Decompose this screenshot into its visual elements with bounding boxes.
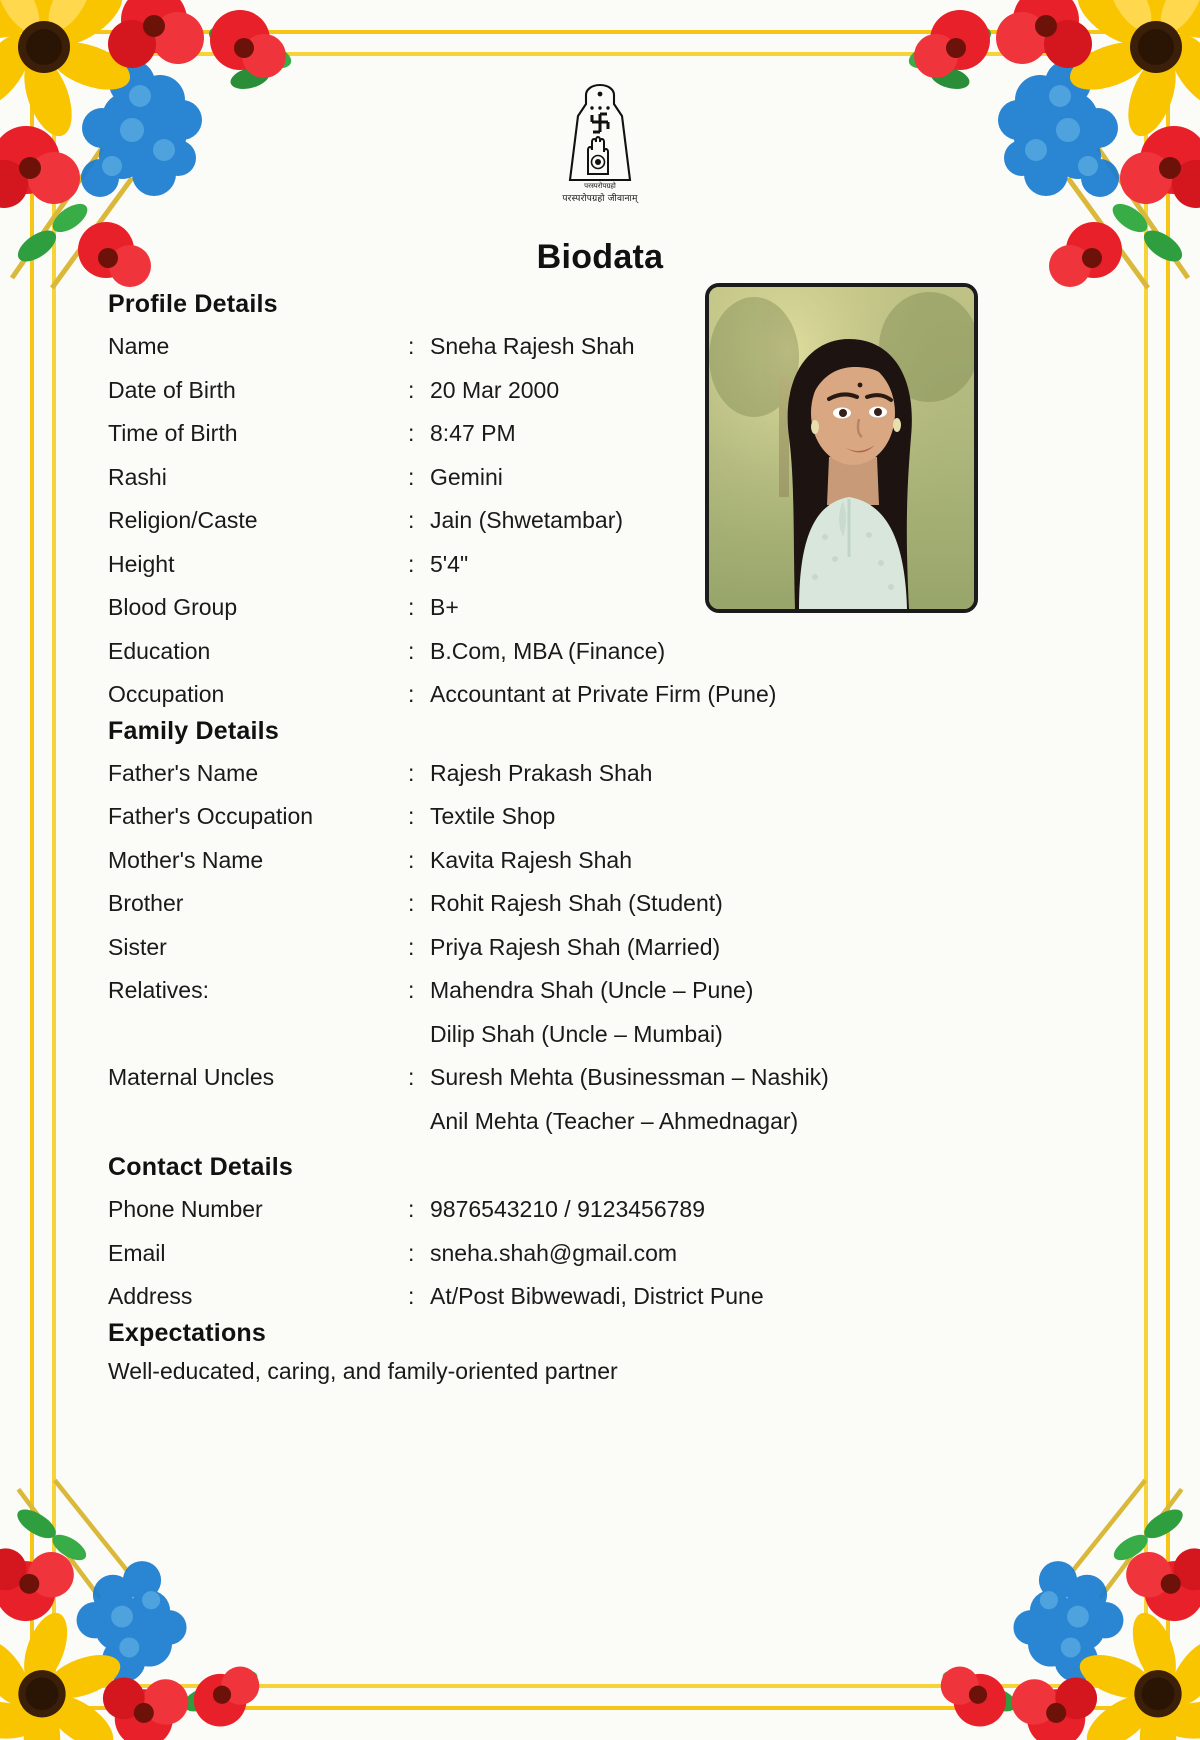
- row-label: Time of Birth: [108, 420, 238, 446]
- row-separator: :: [408, 507, 415, 533]
- row-label: Phone Number: [108, 1196, 263, 1222]
- row-label: Rashi: [108, 463, 167, 490]
- row-separator: :: [408, 1239, 415, 1266]
- row-label: Email: [108, 1239, 166, 1266]
- row-separator: :: [408, 333, 415, 359]
- row-value: Rajesh Prakash Shah: [430, 759, 653, 786]
- row-label: Maternal Uncles: [108, 1064, 275, 1090]
- table-row: [108, 882, 988, 926]
- expectations-text: Well-educated, caring, and family-oriented partner: [108, 1357, 618, 1384]
- row-label: Sister: [108, 933, 167, 960]
- row-label: Father's Occupation: [108, 803, 314, 829]
- table-row: [108, 1232, 988, 1276]
- floral-decoration-bottom-right: [918, 1462, 1200, 1740]
- row-label: Date of Birth: [108, 376, 236, 403]
- row-label: Education: [108, 637, 211, 664]
- svg-text:परस्परोपग्रहो: परस्परोपग्रहो: [584, 182, 616, 190]
- row-value: Accountant at Private Firm (Pune): [430, 681, 777, 707]
- section-heading-expectations: Expectations: [108, 1318, 267, 1347]
- row-label: Height: [108, 550, 175, 577]
- row-value: Priya Rajesh Shah (Married): [430, 933, 721, 960]
- section-heading-family: Family Details: [108, 716, 279, 745]
- row-separator: :: [408, 637, 415, 664]
- table-row: [108, 412, 988, 456]
- row-separator: :: [408, 681, 415, 707]
- row-separator: :: [408, 759, 415, 786]
- row-label: Father's Name: [108, 759, 259, 786]
- row-value: Anil Mehta (Teacher – Ahmednagar): [430, 1107, 799, 1134]
- jain-ahimsa-emblem-icon: [558, 82, 642, 190]
- row-value: Gemini: [430, 463, 503, 490]
- table-row: [108, 325, 988, 369]
- row-label: Brother: [108, 890, 184, 916]
- table-row: [108, 543, 988, 587]
- family-details-table: [108, 752, 988, 1144]
- row-value: B+: [430, 594, 459, 620]
- table-row-maternal-uncles: [108, 1056, 988, 1143]
- row-separator: :: [408, 1064, 415, 1090]
- row-label: Mother's Name: [108, 846, 264, 873]
- row-separator: :: [408, 594, 415, 620]
- row-value: Rohit Rajesh Shah (Student): [430, 890, 723, 916]
- table-row: [108, 1188, 988, 1232]
- row-value: Textile Shop: [430, 803, 556, 829]
- row-label: Religion/Caste: [108, 507, 258, 533]
- row-label: Blood Group: [108, 594, 238, 620]
- floral-decoration-bottom-left: [0, 1462, 282, 1740]
- table-row: [108, 752, 988, 796]
- table-row: [108, 499, 988, 543]
- table-row: [108, 630, 988, 674]
- row-separator: :: [408, 420, 415, 446]
- row-separator: :: [408, 890, 415, 916]
- row-label: Name: [108, 333, 170, 359]
- row-separator: :: [408, 376, 415, 403]
- row-separator: :: [408, 1283, 415, 1309]
- row-value: 5'4": [430, 550, 469, 577]
- emblem-block: [0, 82, 1200, 204]
- table-row: [108, 586, 988, 630]
- row-separator: :: [408, 933, 415, 960]
- row-value: Suresh Mehta (Businessman – Nashik): [430, 1064, 829, 1090]
- section-heading-contact: Contact Details: [108, 1153, 293, 1181]
- section-heading-profile: Profile Details: [108, 290, 278, 318]
- table-row-relatives: [108, 969, 988, 1056]
- row-label: Address: [108, 1283, 193, 1309]
- row-value: Mahendra Shah (Uncle – Pune): [430, 977, 754, 1003]
- table-row: [108, 839, 988, 883]
- row-value-group: [430, 1056, 988, 1143]
- row-separator: :: [408, 1196, 415, 1222]
- row-value: Kavita Rajesh Shah: [430, 846, 633, 873]
- table-row: [108, 673, 988, 717]
- emblem-caption: परस्परोपग्रहो जीवानाम्: [562, 194, 638, 204]
- row-separator: :: [408, 803, 415, 829]
- row-separator: :: [408, 846, 415, 873]
- page-title: Biodata: [536, 238, 664, 276]
- table-row: [108, 1275, 988, 1319]
- row-value-email: sneha.shah@gmail.com: [430, 1239, 678, 1266]
- biodata-content: [108, 290, 988, 1388]
- row-value: 9876543210 / 9123456789: [430, 1196, 706, 1222]
- row-value-group: [430, 969, 988, 1056]
- row-value: At/Post Bibwewadi, District Pune: [430, 1283, 764, 1309]
- table-row: [108, 926, 988, 970]
- row-value: 20 Mar 2000: [430, 376, 560, 403]
- row-separator: :: [408, 550, 415, 577]
- row-label: Relatives:: [108, 977, 209, 1003]
- table-row: [108, 369, 988, 413]
- profile-details-table: [108, 325, 988, 717]
- row-value: B.Com, MBA (Finance): [430, 637, 666, 664]
- row-label: Occupation: [108, 681, 225, 707]
- row-value: 8:47 PM: [430, 420, 516, 446]
- row-separator: :: [408, 977, 415, 1003]
- table-row: [108, 456, 988, 500]
- row-value: Jain (Shwetambar): [430, 507, 624, 533]
- table-row: [108, 795, 988, 839]
- row-separator: :: [408, 463, 415, 490]
- contact-details-table: [108, 1188, 988, 1319]
- row-value: Dilip Shah (Uncle – Mumbai): [430, 1020, 723, 1047]
- row-value: Sneha Rajesh Shah: [430, 333, 635, 359]
